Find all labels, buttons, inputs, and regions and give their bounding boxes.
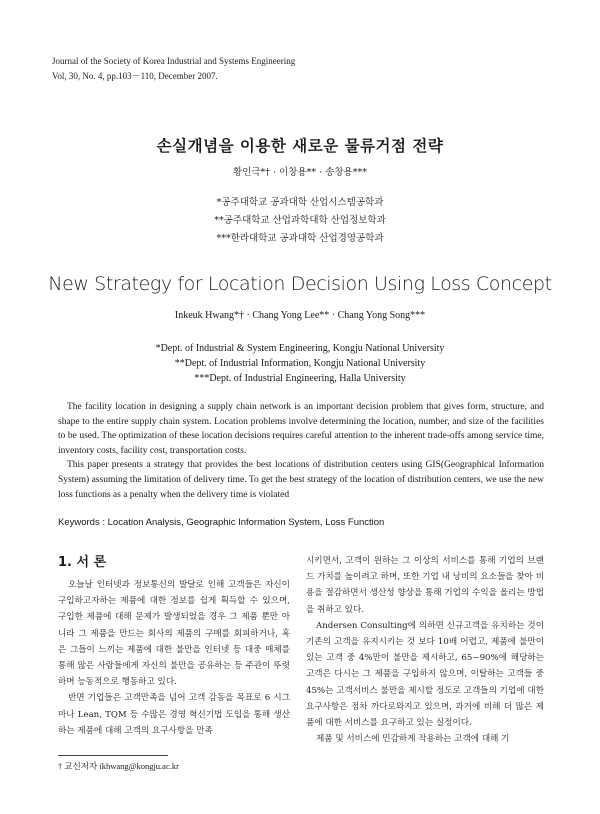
korean-authors: 황인극*† · 이창용** · 송창용*** bbox=[233, 167, 367, 178]
english-affiliation: **Dept. of Industrial Information, Kongju National University bbox=[174, 358, 426, 369]
body-paragraph: Andersen Consulting에 의하면 신규고객을 유치하는 것이 기존의 고객을 유지시키는 것 보다 10배 어렵고, 제품에 불만이 있는 고객 중 4%만이 불만을 제시하고, 65~90%에 해당하는 고객은 다시는 그 제품을 구입하지 않으며, 이탈하는 고객들 중 45%는 고객서비스 불만을 제시할 정도로 고객들의 기업에 대한 요구사항은 점차 까다로와지고 있으며, 과거에 비해 더 많은 제품에 대한 서비스를 요구하고 있는 실정이다. bbox=[306, 620, 544, 729]
english-affiliation: ***Dept. of Industrial Engineering, Halla University bbox=[194, 373, 406, 384]
footnote: † 교신저자 ikhwang@kongju.ac.kr bbox=[58, 761, 179, 771]
korean-affiliation: *공주대학교 공과대학 산업시스템공학과 bbox=[216, 197, 384, 208]
abstract-paragraph: This paper presents a strategy that provides the best locations of distribution centers using GIS(Geographical Information System) assuming the limitation of delivery time. To get the best strategy of the location of distribution centers, we use the new loss functions as a penalty when the delivery time is violated bbox=[58, 460, 544, 500]
section-heading: 1. 서 론 bbox=[58, 555, 107, 570]
english-title: New Strategy for Location Decision Using Loss Concept bbox=[48, 273, 552, 295]
abstract bbox=[58, 400, 544, 502]
keywords-label: Keywords bbox=[58, 517, 100, 528]
body-paragraph: 오늘날 인터넷과 정보통신의 발달로 인해 고객들은 자신이 구입하고자하는 제품에 대한 정보를 쉽게 획득할 수 있으며, 구입한 제품에 대해 문제가 발생되었을 경우 그 제품 뿐만 아니라 그 제품을 만드는 회사의 제품의 구매를 회피하거나, 혹은 그들이 느끼는 제품에 대한 불만을 인터넷 등 대중 매체를 통해 많은 사람들에게 자신의 불만을 공유하는 등 주관이 뚜렷하며 능동적으로 행동하고 있다. bbox=[58, 580, 290, 688]
journal-header bbox=[52, 54, 295, 84]
korean-affiliation: **공주대학교 산업과학대학 산업정보학과 bbox=[214, 215, 386, 226]
keywords: Keywords : Location Analysis, Geographic Information System, Loss Function bbox=[58, 517, 385, 528]
journal-volume: Vol, 30, No. 4, pp.103－110, December 2007. bbox=[52, 71, 218, 81]
body-paragraph: 반면 기업들은 고객만족을 넘어 고객 감동을 목표로 6 시그마나 Lean, TQM 등 수많은 경영 혁신기법 도입을 통해 생산하는 제품에 대해 고객의 요구사항을 만족 bbox=[58, 693, 290, 736]
korean-affiliations bbox=[0, 194, 600, 248]
footnote-rule bbox=[58, 755, 168, 756]
body-paragraph: 시키면서, 고객이 원하는 그 이상의 서비스를 통해 기업의 브랜드 가치를 높이려고 하며, 또한 기업 내 낭비의 요소들을 찾아 비용을 절감하면서 생산성 향상을 통해 기업의 수익을 올리는 방법을 취하고 있다. bbox=[306, 556, 544, 615]
left-column bbox=[58, 577, 290, 739]
abstract-paragraph: The facility location in designing a supply chain network is an important decision problem that gives form, structure, and shape to the entire supply chain system. Location problems involve determining the location, number, and size of the facilities to be used. The optimization of these location decisions requires careful attention to the inherent trade-offs among service time, inventory costs, facility cost, transportation costs. bbox=[58, 402, 544, 456]
keywords-text: Location Analysis, Geographic Information System, Loss Function bbox=[107, 517, 385, 528]
english-affiliations bbox=[0, 341, 600, 386]
body-paragraph: 제품 및 서비스에 민감하게 작용하는 고객에 대해 기 bbox=[316, 734, 510, 745]
english-affiliation: *Dept. of Industrial & System Engineering, Kongju National University bbox=[155, 343, 445, 354]
korean-title: 손실개념을 이용한 새로운 물류거점 전략 bbox=[156, 137, 444, 155]
journal-name: Journal of the Society of Korea Industrial and Systems Engineering bbox=[52, 56, 296, 66]
right-column bbox=[306, 553, 544, 747]
korean-affiliation: ***한라대학교 공과대학 산업경영공학과 bbox=[216, 233, 384, 244]
english-authors: Inkeuk Hwang*† · Chang Yong Lee** · Chang Yong Song*** bbox=[174, 310, 426, 321]
